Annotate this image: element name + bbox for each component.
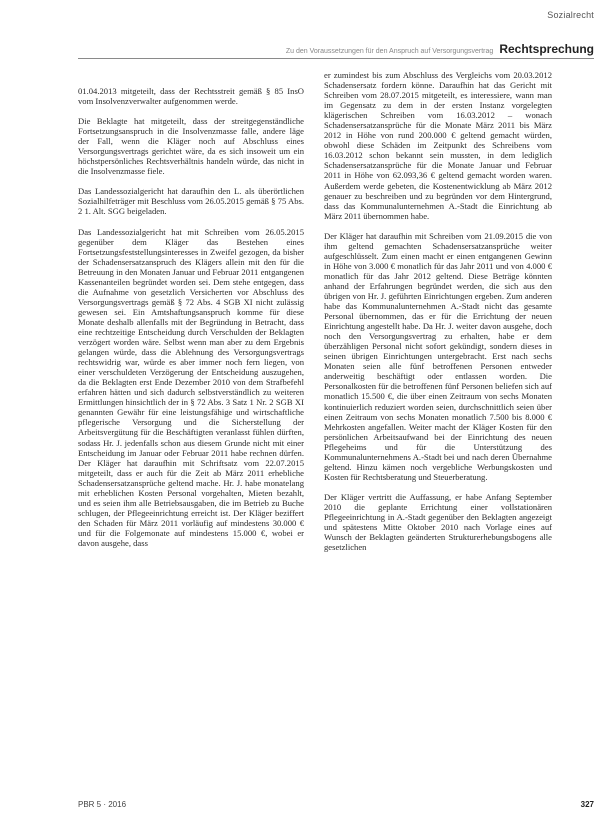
page-footer <box>78 800 594 809</box>
left-column <box>78 86 304 558</box>
header-rule <box>78 58 594 59</box>
paragraph: Der Kläger hat daraufhin mit Schreiben vom 21.09.2015 die von ihm geltend gemachten Schadensersatzansprüche weiter aufgeschlüsselt. Zum einen macht er einen entgangenen Gewinn in Höhe von 3.000 € monatlich für das Jahr 2011 und von 4.000 € monatlich für das Jahr 2012 geltend. Diese Beträge könnten anhand der Erfahrungen begründet werden, die sich aus den übrigen von Hr. J. geführten Einrichtungen ergeben. Zum anderen habe das Kommunalunternehmen A.-Stadt nicht das gesamte Personal übernommen, das er für die Errichtung der neuen Einrichtung angestellt habe. Da Hr. J. weiter davon ausgehe, doch noch den Versorgungsvertrag zu erhalten, habe er dem überzähligen Personal nicht sofort gekündigt, sondern dieses in seinen übrigen Einrichtungen untergebracht. Erst nach sechs Monaten seien alle fünf betroffenen Personen entweder anderweitig beschäftigt oder entlassen worden. Die Personalkosten für die betroffenen fünf Personen beliefen sich auf monatlich 15.500 €, die über einen Zeitraum von sechs Monaten kontinuierlich reduziert worden seien, durchschnittlich seien über einen Zeitraum von sechs Monaten monatlich 7.500 bis 8.000 € Mehrkosten angefallen. Weiter macht der Kläger Kosten für den persönlichen Arbeitsaufwand bei der Einrichtung des neuen Pflegeheims und für die Unterstützung des Kommunalunternehmens A.-Stadt bei und nach deren Übernahme geltend. Hinzu kämen noch vergebliche Werbungskosten und Kosten für Rechtsberatung und Steuerberatung. <box>324 230 552 482</box>
paragraph: Der Kläger vertritt die Auffassung, er habe Anfang September 2010 die geplante Errichtung einer vollstationären Pflegeeinrichtung in A.-Stadt gegenüber den Beklagten angezeigt und spätestens Mitte Oktober 2010 nach Vorlage eines auf Wunsch der Beklagten geänderten Strukturerhebungsbogens alle gesetzlichen <box>324 491 552 553</box>
paragraph: er zumindest bis zum Abschluss des Vergleichs vom 20.03.2012 Schadensersatz fordern könne. Daraufhin hat das Gericht mit Schreiben vom 28.07.2015 mitgeteilt, es interessiere, wann man im Gegensatz zu dem in der ersten Instanz vorgelegten klägerischen Schreiben vom 16.03.2012 – wonach Schadensersatzansprüche für die Monate März 2011 bis März 2012 in Höhe von rund 200.000 € geltend gemacht würden, obwohl diese Schäden im Zeitpunkt des Schreibens vom 16.03.2012 schon bekannt sein mussten, in dem lediglich Schadensersatzansprüche für die Monate Januar und Februar 2011 in Höhe von 62.093,36 € geltend gemacht worden waren. Außerdem werde gebeten, die Kostenentwicklung ab März 2012 genauer zu beschreiben und zu begründen vor dem Hintergrund, dass das Kommunalunternehmen A.-Stadt die Einrichtung ab März 2011 übernommen habe. <box>324 70 552 221</box>
journal-issue: PBR 5 · 2016 <box>78 800 127 809</box>
section-label: Sozialrecht <box>547 10 594 20</box>
right-column <box>324 70 552 562</box>
page-number: 327 <box>580 800 594 809</box>
header-title: Rechtsprechung <box>499 42 594 56</box>
paragraph: 01.04.2013 mitgeteilt, dass der Rechtsstreit gemäß § 85 InsO vom Insolvenzverwalter aufgenommen werde. <box>78 86 304 107</box>
paragraph: Die Beklagte hat mitgeteilt, dass der streitgegenständliche Fortsetzungsanspruch in die Insolvenzmasse falle, andere läge der Fall, wenn die Kläger noch auf Abschluss eines Versorgungsvertrags gerichtet wäre, da es sich insoweit um ein höchstpersönliches Rechtsverhältnis handeln würde, das nicht in die Insolvenzmasse fiele. <box>78 116 304 177</box>
running-header <box>286 42 594 56</box>
header-subtitle: Zu den Voraussetzungen für den Anspruch auf Versorgungsvertrag <box>285 48 494 55</box>
paragraph: Das Landessozialgericht hat mit Schreiben vom 26.05.2015 gegenüber dem Kläger das Bestehen eines Fortsetzungsfeststellungsinteresses in Zweifel gezogen, da bisher der Schadensersatzanspruch des Klägers allein mit den für die Betreuung in den Monaten Januar und Februar 2011 entgangenen Kassenanteilen begründet worden sei. Dem stehe entgegen, dass die Aufnahme von gesetzlich Versicherten vor Abschluss des Versorgungsvertrags gemäß § 72 Abs. 4 SGB XI nicht zulässig gewesen sei. Ein Amtshaftungsanspruch komme für diese Monate deshalb allenfalls mit der Begründung in Betracht, dass eine rechtzeitige Entscheidung durch Verschulden der Beklagten verzögert worden wäre. Selbst wenn man aber zu dem Ergebnis gelangen würde, dass die Ablehnung des Versorgungsvertrags rechtswidrig war, würde es aber immer noch fern liegen, von einer verschuldeten Verzögerung der Entscheidung auszugehen, da die Beklagten erst Ende Dezember 2010 von dem Strafbefehl erfahren hätten und sich dadurch selbstverständlich zu weiteren Ermittlungen hinsichtlich der in § 72 Abs. 3 Satz 1 Nr. 2 SGB XI genannten Gewähr für eine leistungsfähige und wirtschaftliche pflegerische Versorgung und die Sicherstellung der Arbeitsvergütung für die Beschäftigten veranlasst fühlen dürften, sodass Hr. J. jedenfalls schon aus diesem Grunde nicht mit einer Entscheidung im Januar oder Februar 2011 habe rechnen dürfen. Der Kläger hat daraufhin mit Schriftsatz vom 22.07.2015 mitgeteilt, dass er auch für die Zeit ab März 2011 erhebliche Schadensersatzansprüche geltend mache. Hr. J. habe monatelang mit erheblichen Kosten Personal vorgehalten, Mieten bezahlt, und es seien ihm alle Betriebsausgaben, die im Betrieb zu Buche schlugen, der Pflegeeinrichtung erreicht ist. Der Kläger beziffert den Schaden für März 2011 vorläufig auf mindestens 30.000 € und für die Folgemonate auf mindestens 15.000 €, wobei er davon ausgehe, dass <box>78 226 304 548</box>
paragraph: Das Landessozialgericht hat daraufhin den L. als überörtlichen Sozialhilfeträger mit Beschluss vom 26.05.2015 gemäß § 75 Abs. 2 1. Alt. SGG beigeladen. <box>78 186 304 217</box>
